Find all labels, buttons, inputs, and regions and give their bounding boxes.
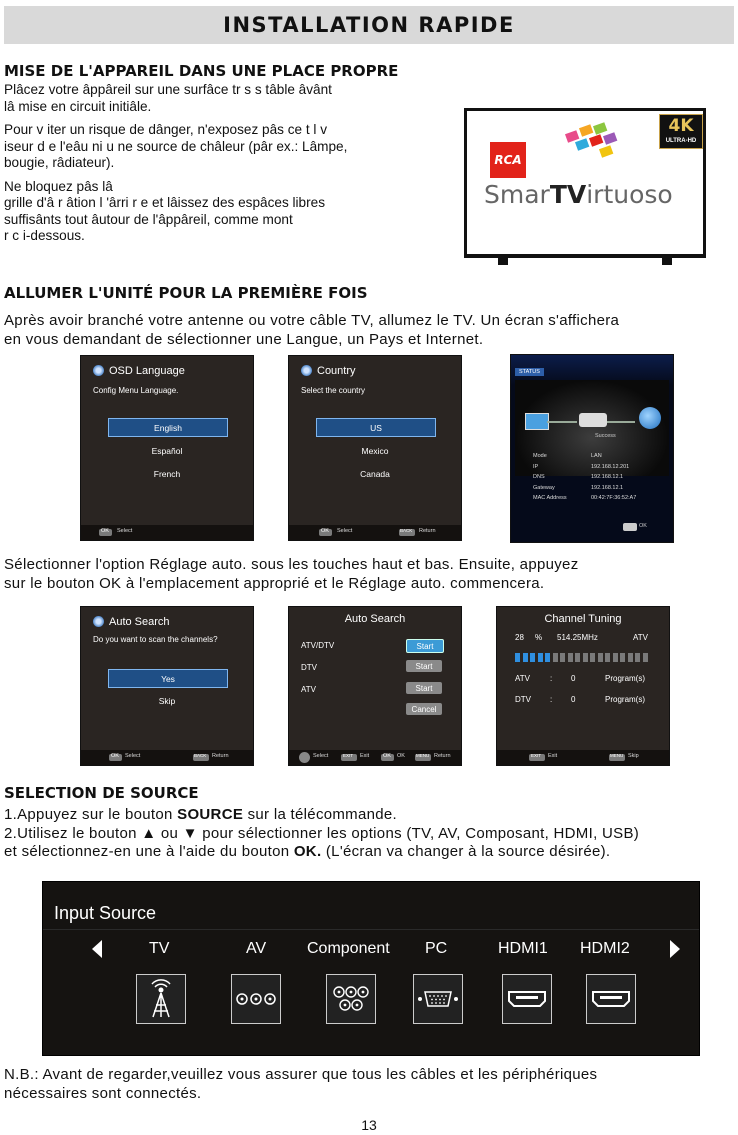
text-line: Plâcez votre âppâreil sur une surfâce tr s s tâble âvânt xyxy=(4,82,332,97)
section4-text xyxy=(4,806,639,862)
screen-title: Auto Search xyxy=(344,613,406,625)
section1-text xyxy=(4,82,347,245)
progress-segment xyxy=(560,653,565,662)
status-tab[interactable]: STATUS xyxy=(515,368,544,376)
up-arrow-icon: ▲ xyxy=(141,824,157,842)
input-source-screen xyxy=(42,881,700,1056)
info-row: Mode LAN xyxy=(533,453,602,459)
option-yes[interactable]: Yes xyxy=(108,669,228,688)
screen-title: Auto Search xyxy=(109,616,170,628)
progress-segment xyxy=(628,653,633,662)
previous-arrow-icon[interactable] xyxy=(92,940,102,958)
section3-text xyxy=(4,556,579,593)
screen-subtitle: Select the country xyxy=(301,386,366,395)
note-text xyxy=(4,1066,597,1103)
option-french[interactable]: French xyxy=(153,468,181,479)
text-line: iseur d e l'eâu ni u ne source de châleur (pâr ex.: Lâmpe, xyxy=(4,138,348,154)
option-canada[interactable]: Canada xyxy=(360,468,390,479)
source-hdmi1-label[interactable]: HDMI1 xyxy=(498,940,548,957)
hdmi-port-icon[interactable] xyxy=(502,974,552,1024)
network-info-list xyxy=(533,453,636,506)
text-line: lâ mise en circuit initiâle. xyxy=(4,98,152,114)
start-dtv-button[interactable]: Start xyxy=(406,660,442,672)
progress-segment xyxy=(635,653,640,662)
screen-footer: Select EXIT Exit OK OK MENU Return xyxy=(289,750,461,765)
osd-language-screen xyxy=(80,355,254,541)
screen-footer: OK Select BACK Return xyxy=(289,525,461,540)
screen-title: Input Source xyxy=(54,903,157,923)
settings-gear-icon xyxy=(93,616,104,627)
text-line: bougie, râdiateur). xyxy=(4,155,115,170)
screen-footer: OK Select xyxy=(81,525,253,540)
colored-cubes-logo xyxy=(560,122,640,162)
network-status-screen: STATUS Success Mode LAN IP 192.168.12.201 DNS 192.168.12.1 Gateway 192.168.12.1 MAC Address 00:42:7F:36:52:A7 OK xyxy=(510,354,674,543)
source-hdmi2-label[interactable]: HDMI2 xyxy=(580,940,630,957)
option-mexico[interactable]: Mexico xyxy=(361,445,389,456)
channel-tuning-screen: Channel Tuning 28 % 514.25MHz ATV ATV : 0 Program(s) DTV : 0 Program(s) EXIT Exit MENU Skip xyxy=(496,606,670,766)
settings-gear-icon xyxy=(93,365,104,376)
cancel-button[interactable]: Cancel xyxy=(406,703,442,715)
progress-segment xyxy=(530,653,535,662)
progress-segment xyxy=(598,653,603,662)
text-line: grille d'â r âtion l 'ârri r e et lâissez des espâces libres xyxy=(4,195,326,210)
tv-foot-right xyxy=(662,256,672,265)
4k-badge: 4K ULTRA-HD xyxy=(659,114,703,149)
source-component-label[interactable]: Component xyxy=(307,940,390,957)
smartvirtuoso-logo: SmarTVirtuoso xyxy=(484,180,673,209)
progress-segment xyxy=(553,653,558,662)
tv-foot-left xyxy=(498,256,508,265)
progress-segment xyxy=(613,653,618,662)
settings-gear-icon xyxy=(301,365,312,376)
page-number: 13 xyxy=(361,1117,377,1133)
info-row: IP 192.168.12.201 xyxy=(533,463,630,470)
progress-segment xyxy=(620,653,625,662)
option-espanol[interactable]: Español xyxy=(151,445,183,456)
text-line: Ne bloquez pâs lâ xyxy=(4,178,113,194)
text-line: nécessaires sont connectés. xyxy=(4,1084,202,1102)
option-skip[interactable]: Skip xyxy=(158,695,176,706)
globe-icon xyxy=(639,407,661,429)
down-arrow-icon: ▼ xyxy=(182,824,198,842)
screen-footer: EXIT Exit MENU Skip xyxy=(497,750,669,765)
text-line: suffisânts tout âutour de l'âppâreil, comme mont xyxy=(4,211,293,227)
component-jacks-icon[interactable] xyxy=(326,974,376,1024)
country-screen xyxy=(288,355,462,541)
screen-subtitle: Config Menu Language. xyxy=(93,386,179,395)
option-english[interactable]: English xyxy=(108,418,228,437)
page-title: INSTALLATION RAPIDE xyxy=(223,13,515,37)
tv-image xyxy=(464,108,706,265)
progress-segment xyxy=(575,653,580,662)
tuning-frequency: 514.25MHz xyxy=(557,633,598,642)
text-line: Sélectionner l'option Réglage auto. sous les touches haut et bas. Ensuite, appuyez xyxy=(4,556,579,573)
option-us[interactable]: US xyxy=(316,418,436,437)
status-success: Success xyxy=(595,433,616,439)
text-line: N.B.: Avant de regarder,veuillez vous assurer que tous les câbles et les périphériques xyxy=(4,1066,598,1083)
text-line: et sélectionnez-en une à l'aide du bouton OK. (L'écran va changer à la source désirée). xyxy=(4,843,611,860)
hdmi-port-icon[interactable] xyxy=(586,974,636,1024)
dpad-icon xyxy=(299,752,310,763)
screen-title: OSD Language xyxy=(109,365,185,377)
start-atv-button[interactable]: Start xyxy=(406,682,442,694)
text-line: 2.Utilisez le bouton ▲ ou ▼ pour sélectionner les options (TV, AV, Composant, HDMI, USB) xyxy=(4,824,640,842)
screen-subtitle: Do you want to scan the channels? xyxy=(93,635,218,644)
progress-segment xyxy=(583,653,588,662)
text-line: sur le bouton OK à l'emplacement approprié et le Réglage auto. commencera. xyxy=(4,574,545,592)
progress-segment xyxy=(568,653,573,662)
monitor-icon xyxy=(525,413,549,430)
text-line: Pour v iter un risque de dânger, n'exposez pâs ce t l v xyxy=(4,122,327,137)
auto-search-menu-screen: Auto Search ATV/DTV Start DTV Start ATV Start Cancel Select EXIT Exit OK OK MENU Return xyxy=(288,606,462,766)
screen-title: Country xyxy=(317,365,356,377)
text-line: en vous demandant de sélectionner une Langue, un Pays et Internet. xyxy=(4,330,484,348)
info-row: DNS 192.168.12.1 xyxy=(533,474,624,480)
ok-key-icon xyxy=(623,523,637,531)
info-row: MAC Address 00:42:7F:36:52:A7 xyxy=(533,495,637,501)
tuning-mode: ATV xyxy=(633,633,648,642)
section4-heading: SELECTION DE SOURCE xyxy=(4,784,199,802)
connection-line xyxy=(607,421,635,423)
progress-segment xyxy=(523,653,528,662)
av-jacks-icon[interactable] xyxy=(231,974,281,1024)
section1-heading: MISE DE L'APPAREIL DANS UNE PLACE PROPRE xyxy=(4,62,399,80)
auto-search-prompt-screen xyxy=(80,606,254,766)
text-line: 1.Appuyez sur le bouton SOURCE sur la télécommande. xyxy=(4,806,398,823)
router-icon xyxy=(579,413,607,427)
vga-port-icon[interactable] xyxy=(413,974,463,1024)
text-line: r c i-dessous. xyxy=(4,228,85,243)
section2-text xyxy=(4,312,619,349)
section2-heading: ALLUMER L'UNITÉ POUR LA PREMIÈRE FOIS xyxy=(4,284,368,302)
progress-segment xyxy=(643,653,648,662)
progress-segment xyxy=(605,653,610,662)
source-pc-label[interactable]: PC xyxy=(425,940,448,957)
text-line: Après avoir branché votre antenne ou votre câble TV, allumez le TV. Un écran s'affichera xyxy=(4,312,620,329)
rca-logo: RCA xyxy=(490,142,526,178)
progress-segment xyxy=(590,653,595,662)
page-title-bar xyxy=(4,6,734,44)
info-row: Gateway 192.168.12.1 xyxy=(533,484,624,491)
start-atv-dtv-button[interactable]: Start xyxy=(406,639,444,653)
progress-segment xyxy=(538,653,543,662)
next-arrow-icon[interactable] xyxy=(670,940,680,958)
antenna-icon[interactable] xyxy=(136,974,186,1024)
connection-line xyxy=(547,421,577,423)
source-av-label[interactable]: AV xyxy=(246,940,267,957)
tuning-percent: 28 xyxy=(515,633,524,642)
source-tv-label[interactable]: TV xyxy=(149,940,170,957)
screen-title: Channel Tuning xyxy=(544,613,622,625)
screen-footer: OK Select BACK Return xyxy=(81,750,253,765)
progress-segment xyxy=(515,653,520,662)
progress-segment xyxy=(545,653,550,662)
